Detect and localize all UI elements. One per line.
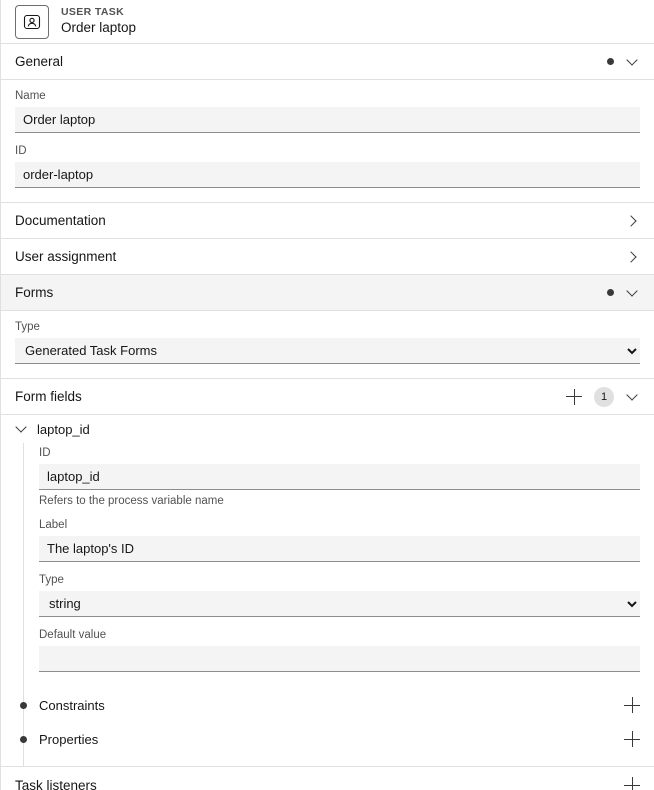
group-header-documentation[interactable] — [1, 203, 654, 239]
name-label: Name — [15, 90, 46, 102]
id-label: ID — [15, 145, 27, 157]
group-header-general[interactable] — [1, 44, 654, 80]
sub-group-properties[interactable] — [1, 722, 654, 756]
form-field-id-hint: Refers to the process variable name — [39, 495, 224, 507]
element-type-label: USER TASK — [61, 6, 125, 18]
form-field-id-input[interactable] — [39, 464, 640, 490]
add-task-listener-button[interactable] — [624, 777, 640, 790]
collapsed-indicator-dot — [20, 736, 27, 743]
chevron-right-icon[interactable] — [626, 214, 640, 228]
filled-indicator-dot — [607, 58, 614, 65]
group-header-forms[interactable] — [1, 275, 654, 311]
group-title-forms: Forms — [15, 285, 54, 300]
group-header-task-listeners[interactable] — [1, 767, 654, 790]
sub-group-title-constraints: Constraints — [39, 697, 105, 713]
field-form-field-default-value — [39, 629, 640, 672]
field-id — [15, 145, 640, 188]
element-name-label: Order laptop — [61, 20, 137, 36]
sub-group-constraints[interactable] — [1, 688, 654, 722]
chevron-right-icon[interactable] — [626, 250, 640, 264]
entry-connector-line — [1, 678, 654, 688]
form-field-entry-header[interactable] — [1, 415, 654, 443]
group-header-form-fields-actions — [566, 387, 640, 407]
group-title-user-assignment: User assignment — [15, 249, 117, 264]
field-form-field-type — [39, 574, 640, 617]
group-header-user-assignment-indicators — [626, 250, 640, 264]
form-field-entry-body — [1, 443, 654, 678]
header-text — [61, 6, 136, 37]
form-field-default-value-input[interactable] — [39, 646, 640, 672]
form-type-select[interactable] — [15, 338, 640, 364]
panel-header — [1, 0, 654, 44]
field-form-field-label — [39, 519, 640, 562]
group-header-general-indicators — [607, 55, 640, 69]
filled-indicator-dot — [607, 289, 614, 296]
group-body-general — [1, 80, 654, 203]
form-type-label: Type — [15, 321, 40, 333]
chevron-down-icon[interactable] — [15, 422, 29, 436]
form-field-default-value-label: Default value — [39, 629, 107, 641]
group-header-form-fields[interactable] — [1, 379, 654, 415]
id-input[interactable] — [15, 162, 640, 188]
group-title-general: General — [15, 54, 64, 69]
sub-group-title-properties: Properties — [39, 731, 99, 747]
chevron-down-icon[interactable] — [626, 390, 640, 404]
chevron-down-icon[interactable] — [626, 55, 640, 69]
collapsed-indicator-dot — [20, 702, 27, 709]
form-field-label-label: Label — [39, 519, 68, 531]
entry-connector-line-bottom — [1, 756, 654, 766]
form-field-type-select[interactable] — [39, 591, 640, 617]
group-title-form-fields: Form fields — [15, 389, 82, 404]
group-title-documentation: Documentation — [15, 213, 106, 228]
chevron-down-icon[interactable] — [626, 286, 640, 300]
form-field-label-input[interactable] — [39, 536, 640, 562]
add-property-button[interactable] — [624, 731, 640, 747]
add-constraint-button[interactable] — [624, 697, 640, 713]
group-header-user-assignment[interactable] — [1, 239, 654, 275]
add-form-field-button[interactable] — [566, 389, 582, 405]
group-title-task-listeners: Task listeners — [15, 777, 97, 790]
field-name — [15, 90, 640, 133]
field-form-type — [15, 321, 640, 364]
form-field-entry-title: laptop_id — [37, 421, 90, 437]
form-fields-count-badge: 1 — [594, 387, 614, 407]
user-task-icon — [15, 5, 49, 39]
group-body-forms — [1, 311, 654, 379]
name-input[interactable] — [15, 107, 640, 133]
form-field-id-label: ID — [39, 447, 51, 459]
group-header-documentation-indicators — [626, 214, 640, 228]
field-form-field-id — [39, 447, 640, 507]
group-header-forms-indicators — [607, 286, 640, 300]
form-field-type-label: Type — [39, 574, 64, 586]
